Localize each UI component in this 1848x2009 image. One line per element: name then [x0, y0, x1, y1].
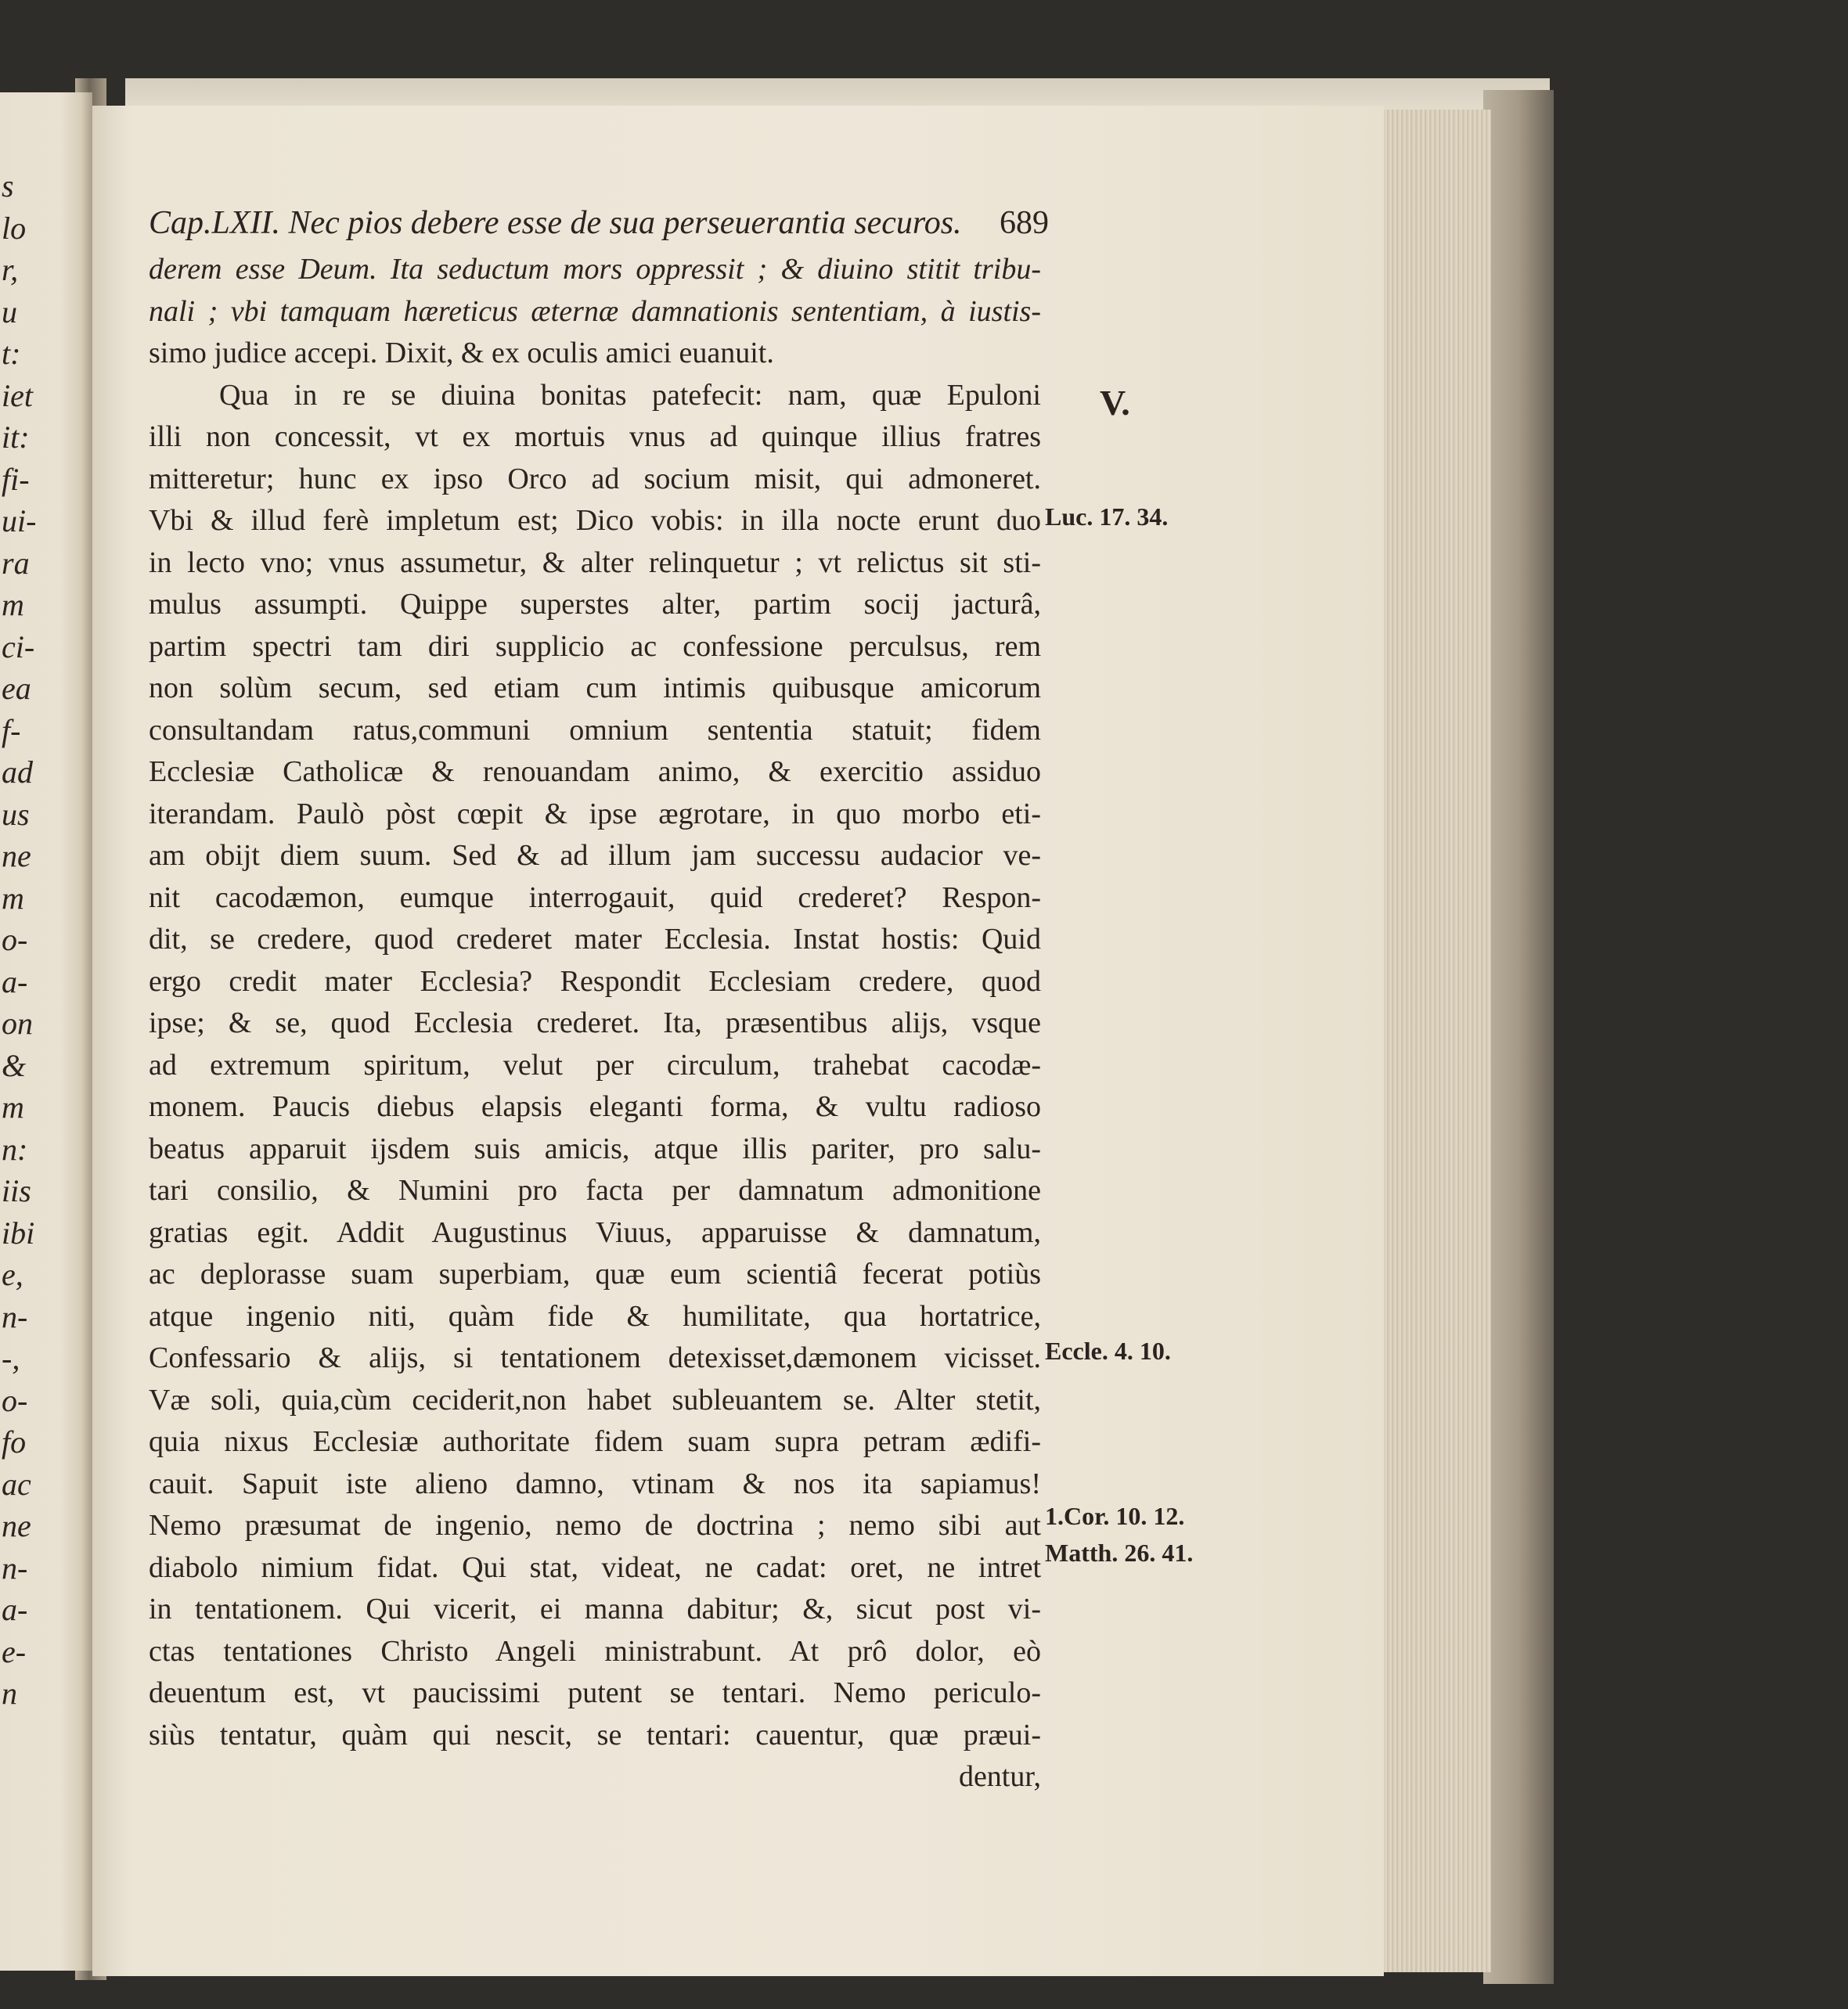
running-header [149, 200, 1049, 247]
text-line: Væ soli, quia,cùm ceciderit,non habet subleuantem se. Alter stetit, [149, 1383, 1041, 1417]
left-page-fragment: ne [2, 838, 31, 873]
left-page-fragment: e- [2, 1633, 27, 1669]
left-page-fragment: fi- [2, 461, 30, 497]
text-line: Confessario & alijs, si tentationem detexisset,dæmonem vicisset. [149, 1341, 1041, 1374]
text-line: consultandam ratus,communi omnium sententia statuit; fidem [149, 713, 1041, 747]
text-line: Ecclesiæ Catholicæ & renouandam animo, & exercitio assiduo [149, 755, 1041, 788]
left-page-fragment: iet [2, 377, 33, 413]
left-page-fragment: fo [2, 1424, 27, 1460]
left-page-fragment: f- [2, 712, 21, 748]
section-marker: V. [1100, 383, 1130, 423]
left-page-fragment: m [2, 587, 24, 622]
left-page-fragment: ne [2, 1508, 31, 1543]
margin-reference-luke: Luc. 17. 34. [1045, 502, 1169, 531]
left-page-fragment: it: [2, 419, 30, 455]
left-page-fragment: ea [2, 671, 31, 706]
left-page-fragment: lo [2, 210, 27, 246]
left-page-fragment: & [2, 1047, 27, 1083]
text-line: dit, se credere, quod crederet mater Ecclesia. Instat hostis: Quid [149, 923, 1041, 956]
text-line: mitteretur; hunc ex ipso Orco ad socium misit, qui admoneret. [149, 462, 1041, 495]
text-line: iterandam. Paulò pòst cœpit & ipse ægrotare, in quo morbo eti- [149, 797, 1041, 830]
text-line: dentur, [958, 1760, 1041, 1793]
text-line: Nemo præsumat de ingenio, nemo de doctrina ; nemo sibi aut [149, 1509, 1041, 1542]
text-line: nali ; vbi tamquam hæreticus æternæ damnationis sententiam, à iustis- [149, 294, 1041, 328]
left-page-fragment: o- [2, 922, 28, 957]
left-page-fragment: u [2, 293, 17, 329]
text-line: derem esse Deum. Ita seductum mors oppressit ; & diuino stitit tribu- [149, 253, 1041, 286]
left-page-fragment: us [2, 796, 30, 832]
left-page-fragment: s [2, 168, 14, 203]
left-page-fragment: a- [2, 1592, 28, 1627]
back-board [1483, 90, 1554, 1984]
text-line: beatus apparuit ijsdem suis amicis, atque illis pariter, pro salu- [149, 1132, 1041, 1165]
running-title: Cap.LXII. Nec pios debere esse de sua perseuerantia securos. [149, 205, 962, 241]
left-page-fragment: a- [2, 963, 28, 999]
text-line: am obijt diem suum. Sed & ad illum jam successu audacior ve- [149, 839, 1041, 872]
text-line: ergo credit mater Ecclesia? Respondit Ecclesiam credere, quod [149, 964, 1041, 998]
left-page-fragment: n- [2, 1298, 28, 1334]
text-line: ad extremum spiritum, velut per circulum, trahebat cacodæ- [149, 1048, 1041, 1082]
text-line: cauit. Sapuit iste alieno damno, vtinam & nos ita sapiamus! [149, 1467, 1041, 1500]
text-line: in lecto vno; vnus assumetur, & alter relinquetur ; vt relictus sit sti- [149, 545, 1041, 579]
text-line: nit cacodæmon, eumque interrogauit, quid crederet? Respon- [149, 880, 1041, 914]
left-page-fragment: m [2, 880, 24, 916]
margin-reference-matthew: Matth. 26. 41. [1045, 1539, 1194, 1567]
left-page [0, 92, 92, 1971]
left-page-fragment: ci- [2, 628, 35, 664]
left-page-fragment: -, [2, 1341, 20, 1376]
text-line: deuentum est, vt paucissimi putent se tentari. Nemo periculo- [149, 1676, 1041, 1709]
text-line: ctas tentationes Christo Angeli ministrabunt. At prô dolor, eò [149, 1634, 1041, 1668]
text-line: partim spectri tam diri supplicio ac confessione perculsus, rem [149, 629, 1041, 663]
left-page-fragment: e, [2, 1257, 23, 1292]
top-board-edge [125, 78, 1550, 110]
left-page-fragment: ad [2, 754, 33, 790]
left-page-fragment: ac [2, 1466, 31, 1502]
left-page-fragment: n- [2, 1550, 28, 1586]
margin-reference-corinthians: 1.Cor. 10. 12. [1045, 1502, 1185, 1530]
text-line: ipse; & se, quod Ecclesia crederet. Ita, præsentibus alijs, vsque [149, 1006, 1041, 1039]
left-page-fragment: o- [2, 1382, 28, 1418]
page-fore-edge [1366, 110, 1491, 1972]
body-text [149, 249, 1041, 1798]
left-page-fragment: m [2, 1089, 24, 1125]
text-line: non solùm secum, sed etiam cum intimis quibusque amicorum [149, 671, 1041, 704]
left-page-fragment: on [2, 1006, 33, 1041]
left-page-fragment: ibi [2, 1215, 35, 1251]
text-line: monem. Paucis diebus elapsis eleganti forma, & vultu radioso [149, 1090, 1041, 1123]
text-line: siùs tentatur, quàm qui nescit, se tentari: cauentur, quæ præui- [149, 1718, 1041, 1752]
left-page-text-fragments [0, 92, 92, 1971]
text-line: quia nixus Ecclesiæ authoritate fidem suam supra petram ædifi- [149, 1425, 1041, 1458]
text-line: mulus assumpti. Quippe superstes alter, partim socij jacturâ, [149, 588, 1041, 621]
left-page-fragment: n [2, 1676, 17, 1711]
left-page-fragment: t: [2, 336, 21, 371]
margin-reference-ecclesiastes: Eccle. 4. 10. [1045, 1337, 1171, 1365]
left-page-fragment: iis [2, 1173, 31, 1208]
text-line: simo judice accepi. Dixit, & ex oculis amici euanuit. [149, 337, 774, 369]
left-page-fragment: n: [2, 1131, 28, 1167]
text-line: diabolo nimium fidat. Qui stat, videat, ne cadat: oret, ne intret [149, 1550, 1041, 1584]
text-line: atque ingenio niti, quàm fide & humilitate, qua hortatrice, [149, 1299, 1041, 1333]
text-line: Vbi & illud ferè impletum est; Dico vobis: in illa nocte erunt duo [149, 504, 1041, 537]
text-line: ac deplorasse suam superbiam, quæ eum scientiâ fecerat potiùs [149, 1258, 1041, 1291]
text-line: Qua in re se diuina bonitas patefecit: nam, quæ Epuloni [219, 378, 1041, 412]
text-line: tari consilio, & Numini pro facta per damnatum admonitione [149, 1174, 1041, 1207]
left-page-fragment: ui- [2, 503, 37, 538]
text-line: gratias egit. Addit Augustinus Viuus, apparuisse & damnatum, [149, 1215, 1041, 1249]
left-page-fragment: r, [2, 252, 19, 287]
page-number: 689 [1000, 205, 1049, 241]
text-line: in tentationem. Qui vicerit, ei manna dabitur; &, sicut post vi- [149, 1593, 1041, 1626]
left-page-fragment: ra [2, 545, 30, 581]
text-line: illi non concessit, vt ex mortuis vnus ad quinque illius fratres [149, 420, 1041, 453]
